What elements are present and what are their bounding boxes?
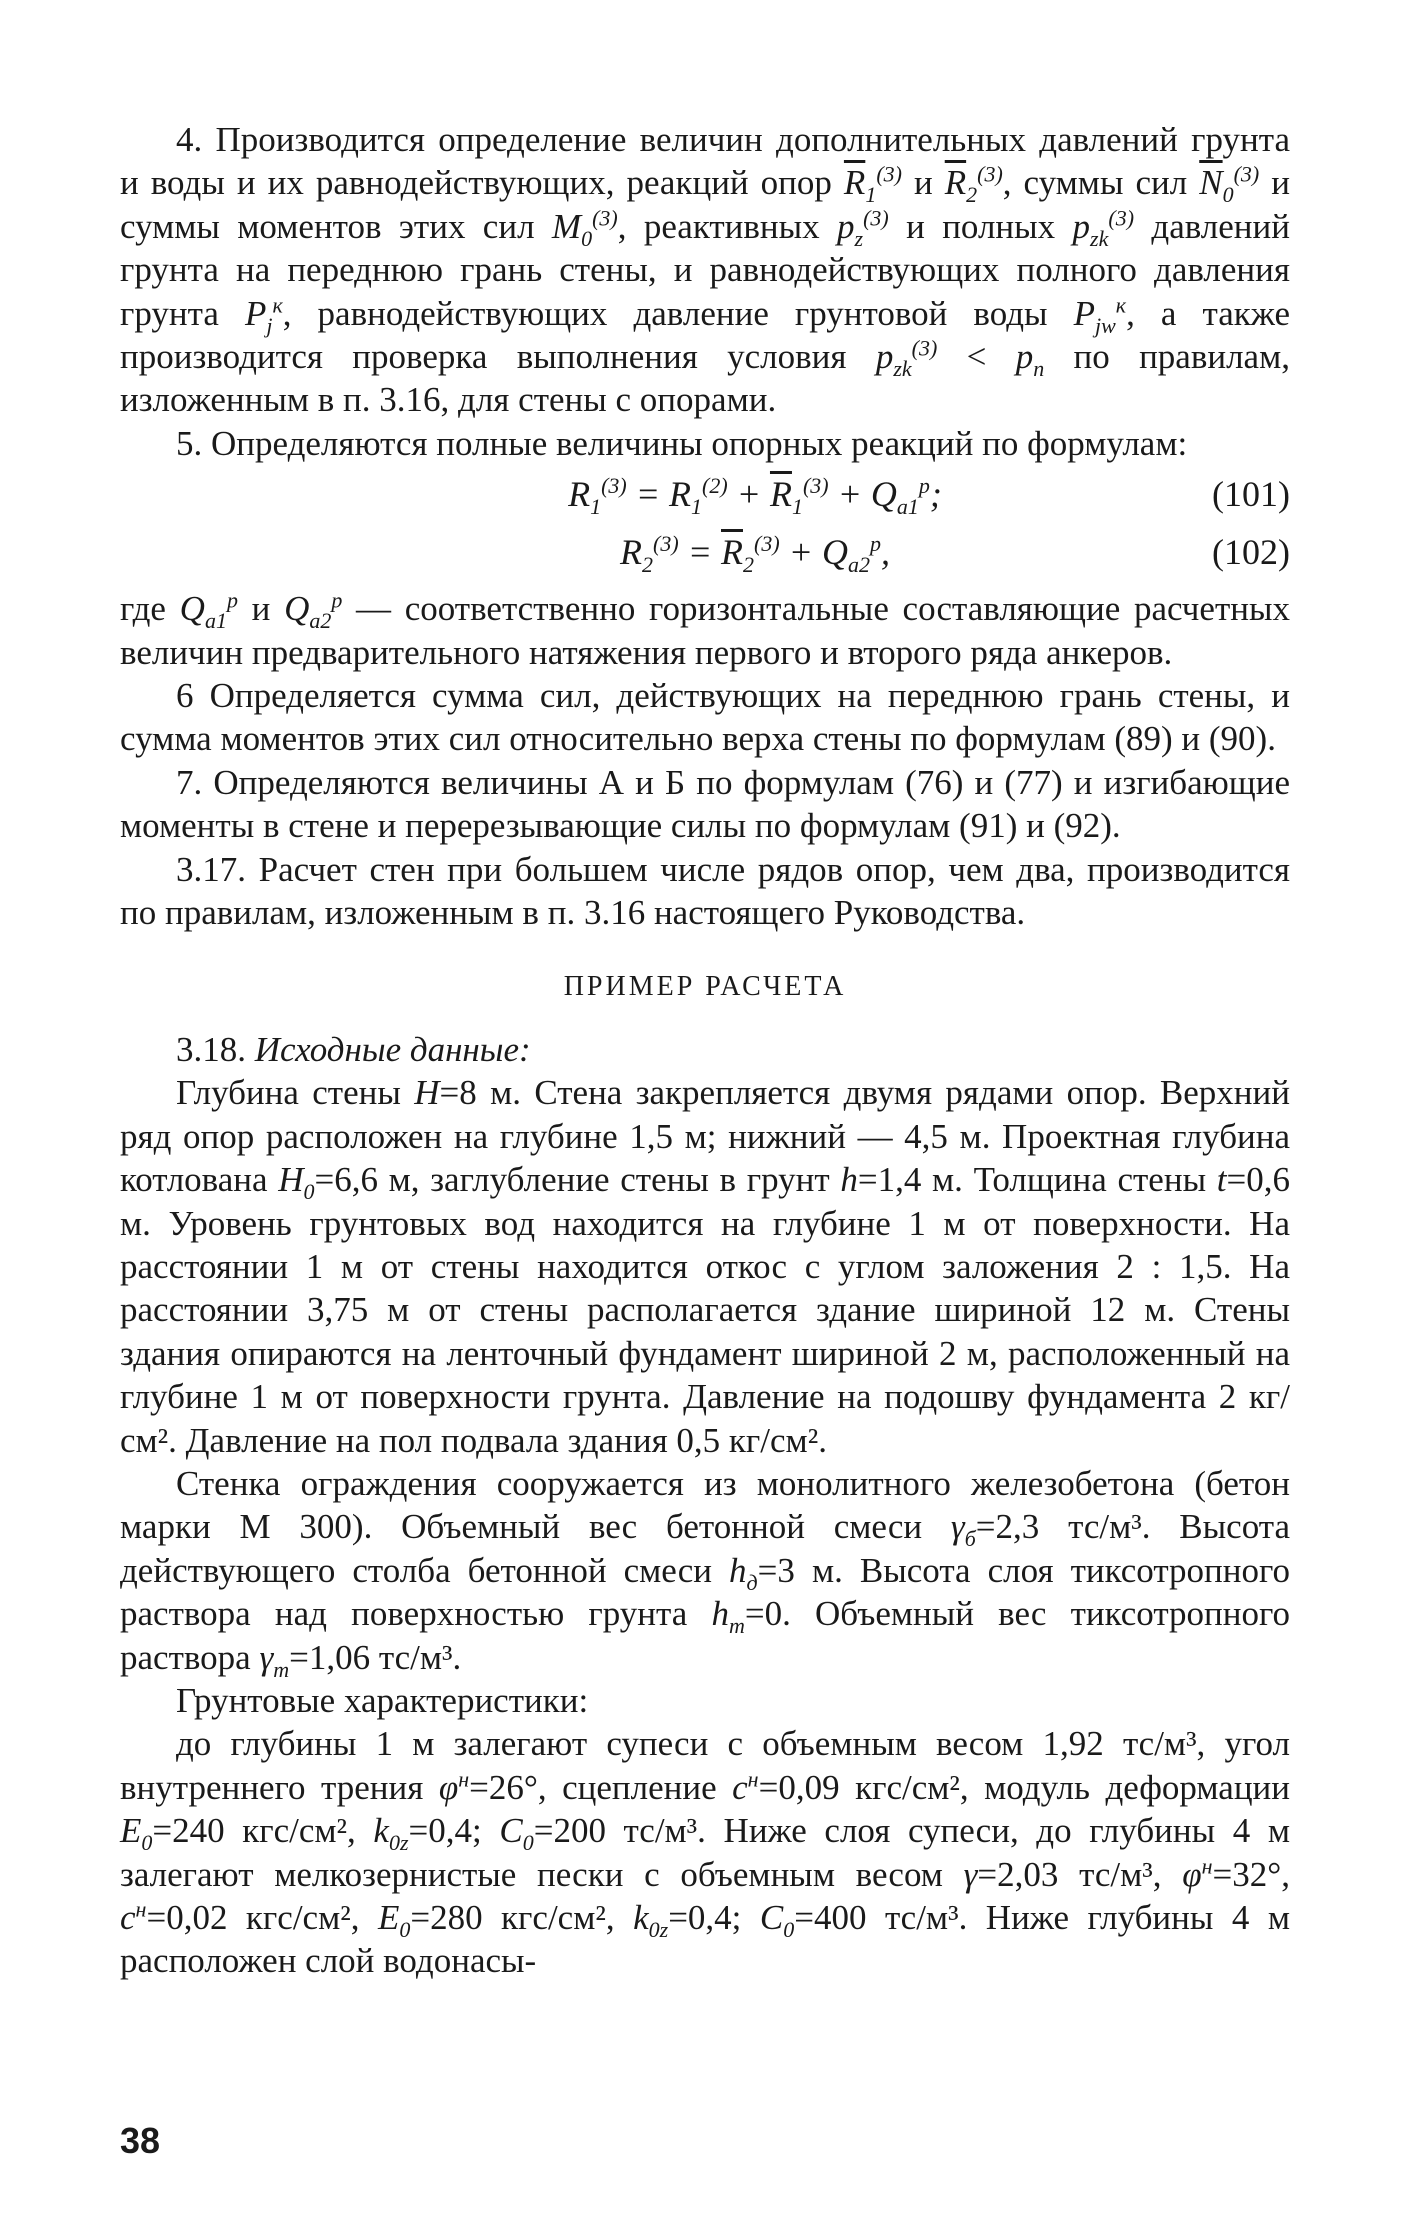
text-run: =6,6 м, заглубление стены в грунт xyxy=(314,1160,841,1200)
text-run: 4. Производится определение величин дополнительных давлений грунта и воды и их равнодействующих, реакций опор xyxy=(120,120,1290,203)
text-run: =280 кгс/см², xyxy=(410,1898,634,1938)
symbol-H0: $H_0$ xyxy=(278,1160,315,1205)
text-run: =0,4; xyxy=(408,1811,500,1851)
symbol-pzk: $p_{zk}^{(3)}$ xyxy=(1072,205,1135,251)
text-run: =0,09 кгс/см², модуль деформации xyxy=(758,1767,1291,1807)
symbol-gamma-t: $\gamma_т$ xyxy=(259,1637,290,1682)
text-run: =1,4 м. Толщина стены xyxy=(857,1160,1217,1200)
symbol-H: H xyxy=(414,1073,440,1113)
text-run: =32°, xyxy=(1212,1854,1290,1894)
symbol-R2-bar: $\overline{R}_2^{(3)}$ xyxy=(944,161,1003,208)
symbol-pzk-2: $p_{zk}^{(3)}$ xyxy=(875,335,938,382)
text-run: =2,03 тс/м³, xyxy=(977,1854,1183,1894)
symbol-k0z: $k_{0z}$ xyxy=(373,1811,409,1856)
formula-101: $R_1^{(3)} = R_1^{(2)} + \overline{R}_1^{(3)} + Q_{a1}^р$; xyxy=(568,472,942,519)
symbol-phi-2: $\varphi^н$ xyxy=(1182,1852,1213,1894)
equation-number: (101) xyxy=(1212,473,1290,514)
equation-102 xyxy=(120,523,1290,581)
equation-number: (102) xyxy=(1212,531,1290,572)
text-run: =8 м. Стена закрепляется двумя рядами опор. Верхний ряд опор расположен на глубине 1,5 м; нижний — 4,5 м. Проектная глубина котлована xyxy=(120,1073,1290,1200)
symbol-hd: $h_д$ xyxy=(729,1550,758,1595)
text-run: =3 м. Высота слоя тиксотропного раствора над поверхностью грунта xyxy=(120,1550,1290,1634)
text-run: по правилам, изложенным в п. 3.16, для стены с опорами. xyxy=(120,337,1290,420)
symbol-c-2: $c^н$ xyxy=(120,1896,147,1938)
text-run: давлений грунта на переднюю грань стены, и равнодействующих полного давления грунта xyxy=(120,206,1290,333)
text-run: =0,02 кгс/см², xyxy=(146,1898,378,1938)
symbol-R1-bar: $\overline{R}_1^{(3)}$ xyxy=(843,161,902,208)
section-heading: ПРИМЕР РАСЧЕТА xyxy=(563,970,847,1002)
paragraph-soil-data xyxy=(120,1722,1290,1982)
text-run: и полных xyxy=(888,206,1073,246)
symbol-t: t xyxy=(1216,1160,1227,1200)
text-run: =0,6 м. Уровень грунтовых вод находится на глубине 1 м от поверхности. На расстоянии 1 м от стены находится откос с углом заложения 2 : 1,5. На расстоянии 3,75 м от стены располагается здание шириной 12 м. Стены здания опираются на ленточный фундамент шириной 2 м, расположенный на глубине 1 м от поверхности грунта. Давление на подошву фундамента 2 кг/см². Давление на пол подвала здания 0,5 кг/см². xyxy=(120,1160,1290,1460)
text-run: , реактивных xyxy=(617,206,838,246)
paragraph-initial-data xyxy=(120,1071,1290,1462)
text-run: , а также производится проверка выполнения условия xyxy=(120,293,1290,377)
paragraph-item-3-18 xyxy=(120,1028,1290,1071)
symbol-gamma: γ xyxy=(963,1854,978,1894)
paragraph-where xyxy=(120,587,1290,674)
text-run: =2,3 тс/м³. Высота действующего столба бетонной смеси xyxy=(120,1507,1290,1590)
text-run: =200 тс/м³. Ниже слоя супеси, до глубины 4 м залегают мелкозернистые пески с объемным весом xyxy=(120,1811,1290,1894)
symbol-C0: $C_0$ xyxy=(499,1811,534,1856)
paragraph-item-4 xyxy=(120,118,1290,422)
symbol-Pjw: $P_{jw}^к$ xyxy=(1073,291,1127,338)
symbol-Qa2: $Q_{a2}^р$ xyxy=(284,587,343,634)
symbol-Qa1: $Q_{a1}^р$ xyxy=(179,587,238,634)
formula-102: $R_2^{(3)} = \overline{R}_2^{(3)} + Q_{a2}^р$, xyxy=(620,530,890,577)
page-text xyxy=(120,118,1290,1983)
paragraph-item-3-17 xyxy=(120,848,1290,935)
symbol-E0: $E_0$ xyxy=(120,1811,153,1856)
paragraph-item-7: 7. Определяются величины А и Б по формулам (76) и (77) и изгибающие моменты в стене и перерезывающие силы по формулам (91) и (92). xyxy=(120,762,1290,846)
symbol-pz: $p_z^{(3)}$ xyxy=(837,205,889,251)
text-run: Глубина стены xyxy=(176,1073,415,1113)
symbol-C0-2: $C_0$ xyxy=(759,1898,795,1943)
text-run: Стенка ограждения сооружается из монолитного железобетона (бетон марки М 300). Объемный вес бетонной смеси xyxy=(120,1463,1290,1547)
text-run: =400 тс/м³. Ниже глубины 4 м расположен слой водонасы- xyxy=(120,1898,1290,1981)
page-number: 38 xyxy=(120,2120,161,2161)
symbol-pp: $p_п$ xyxy=(1015,337,1045,382)
item-title: Исходные данные: xyxy=(254,1029,531,1069)
paragraph-item-6: 6 Определяется сумма сил, действующих на переднюю грань стены, и сумма моментов этих сил относительно верха стены по формулам (89) и (90). xyxy=(120,676,1290,759)
symbol-c: $c^н$ xyxy=(732,1766,759,1807)
text-run: и xyxy=(901,163,945,203)
text-run: где xyxy=(120,589,180,629)
item-number: 3.17. xyxy=(176,849,246,889)
symbol-phi: $\varphi^н$ xyxy=(438,1766,470,1807)
symbol-k0z-2: $k_{0z}$ xyxy=(633,1898,669,1943)
text-run: < xyxy=(937,337,1016,377)
text-run: Расчет стен при большем числе рядов опор, чем два, производится по правилам, изложенным в п. 3.16 настоящего Руководства. xyxy=(120,849,1290,933)
symbol-ht: $h_т$ xyxy=(711,1594,745,1639)
text-run: =240 кгс/см², xyxy=(152,1811,374,1851)
paragraph-item-5: 5. Определяются полные величины опорных реакций по формулам: xyxy=(176,423,1188,463)
symbol-Pj: $P_j^к$ xyxy=(244,291,283,338)
text-run: =0,4; xyxy=(668,1898,760,1938)
symbol-E0-2: $E_0$ xyxy=(377,1898,411,1943)
text-run: =0. Объемный вес тиксотропного раствора xyxy=(120,1594,1290,1677)
text-run: до глубины 1 м залегают супеси с объемным весом 1,92 тс/м³, угол внутреннего трения xyxy=(120,1724,1290,1807)
symbol-gamma-b: $\gamma_б$ xyxy=(950,1507,976,1552)
paragraph-wall-material xyxy=(120,1462,1290,1682)
paragraph-soil-heading: Грунтовые характеристики: xyxy=(176,1681,589,1720)
text-run: и xyxy=(237,589,285,629)
text-run: , суммы сил xyxy=(1002,163,1200,203)
symbol-h: h xyxy=(840,1160,858,1200)
text-run: =26°, сцепление xyxy=(469,1767,733,1807)
text-run: и суммы моментов этих сил xyxy=(120,163,1290,246)
text-run: , равнодействующих давление грунтовой воды xyxy=(282,293,1074,333)
text-run: =1,06 тс/м³. xyxy=(289,1637,462,1677)
symbol-M0: $M_0^{(3)}$ xyxy=(551,205,618,251)
item-number: 3.18. xyxy=(176,1029,255,1069)
symbol-N0-bar: $\overline{N}_0^{(3)}$ xyxy=(1199,161,1260,208)
text-run: — соответственно горизонтальные составляющие расчетных величин предварительного натяжения первого и второго ряда анкеров. xyxy=(120,589,1290,672)
equation-101 xyxy=(120,465,1290,523)
